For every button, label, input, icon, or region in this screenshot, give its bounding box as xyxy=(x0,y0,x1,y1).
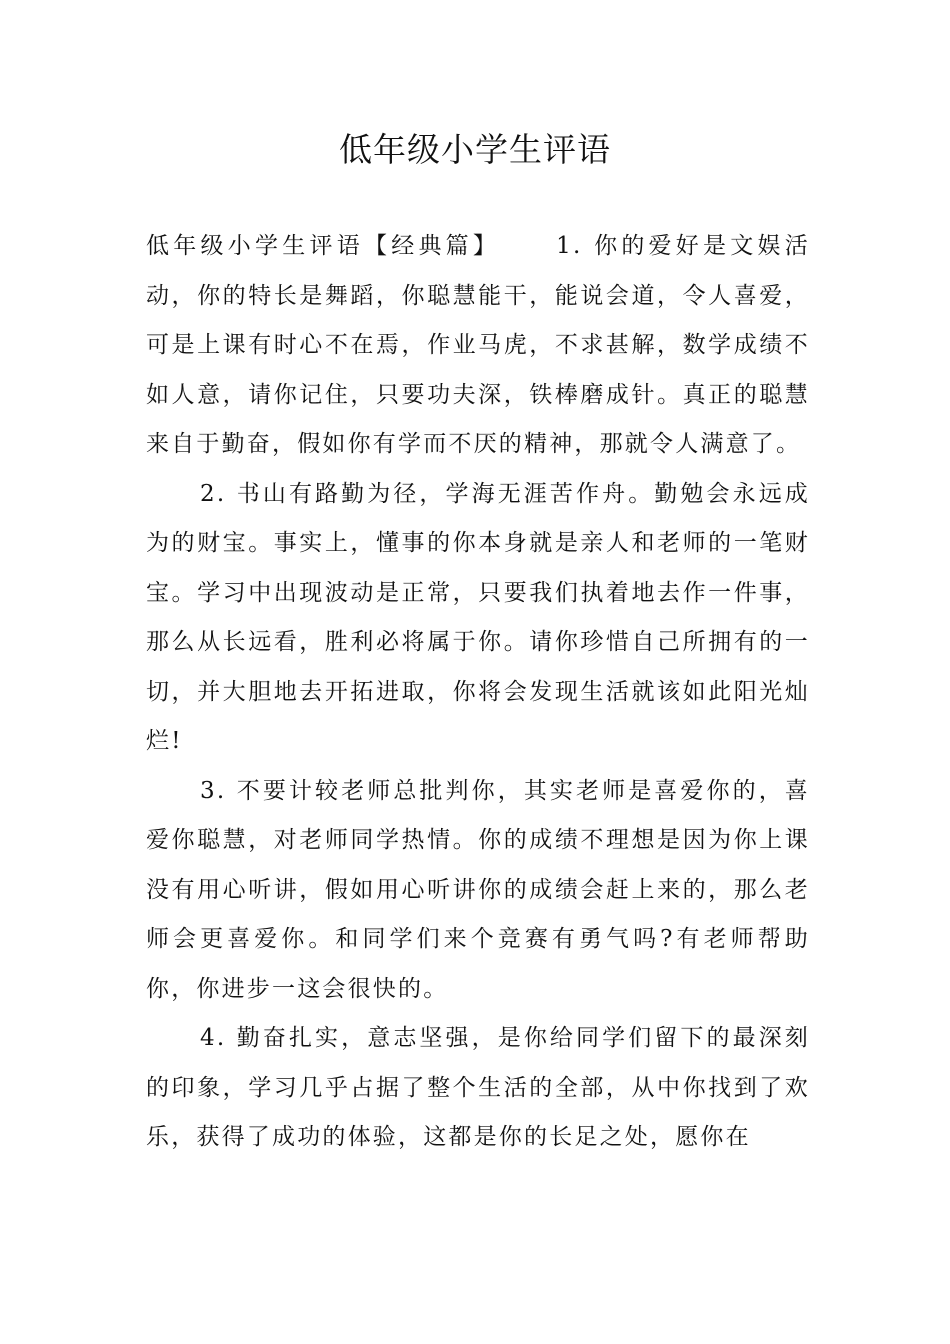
document-body xyxy=(146,222,810,1163)
paragraph-1 xyxy=(146,222,810,470)
paragraph-4: 4. 勤奋扎实，意志坚强，是你给同学们留下的最深刻的印象，学习几乎占据了整个生活的全部，从中你找到了欢乐，获得了成功的体验，这都是你的长足之处，愿你在 xyxy=(146,1025,810,1150)
document-title: 低年级小学生评语 xyxy=(339,130,611,169)
paragraph-1-text: 1. 你的爱好是文娱活动，你的特长是舞蹈，你聪慧能干，能说会道，令人喜爱，可是上课有时心不在焉，作业马虎，不求甚解，数学成绩不如人意，请你记住，只要功夫深，铁棒磨成针。真正的聪慧来自于勤奋，假如你有学而不厌的精神，那就令人满意了。 xyxy=(146,233,810,457)
intro-heading: 低年级小学生评语【经典篇】 xyxy=(146,233,501,259)
paragraph-3: 3. 不要计较老师总批判你，其实老师是喜爱你的，喜爱你聪慧，对老师同学热情。你的成绩不理想是因为你上课没有用心听讲，假如用心听讲你的成绩会赶上来的，那么老师会更喜爱你。和同学们来个竞赛有勇气吗?有老师帮助你，你进步一这会很快的。 xyxy=(146,777,810,1002)
paragraph-2: 2. 书山有路勤为径，学海无涯苦作舟。勤勉会永远成为的财宝。事实上，懂事的你本身就是亲人和老师的一笔财宝。学习中出现波动是正常，只要我们执着地去作一件事，那么从长远看，胜利必将属于你。请你珍惜自己所拥有的一切，并大胆地去开拓进取，你将会发现生活就该如此阳光灿烂! xyxy=(146,480,810,754)
